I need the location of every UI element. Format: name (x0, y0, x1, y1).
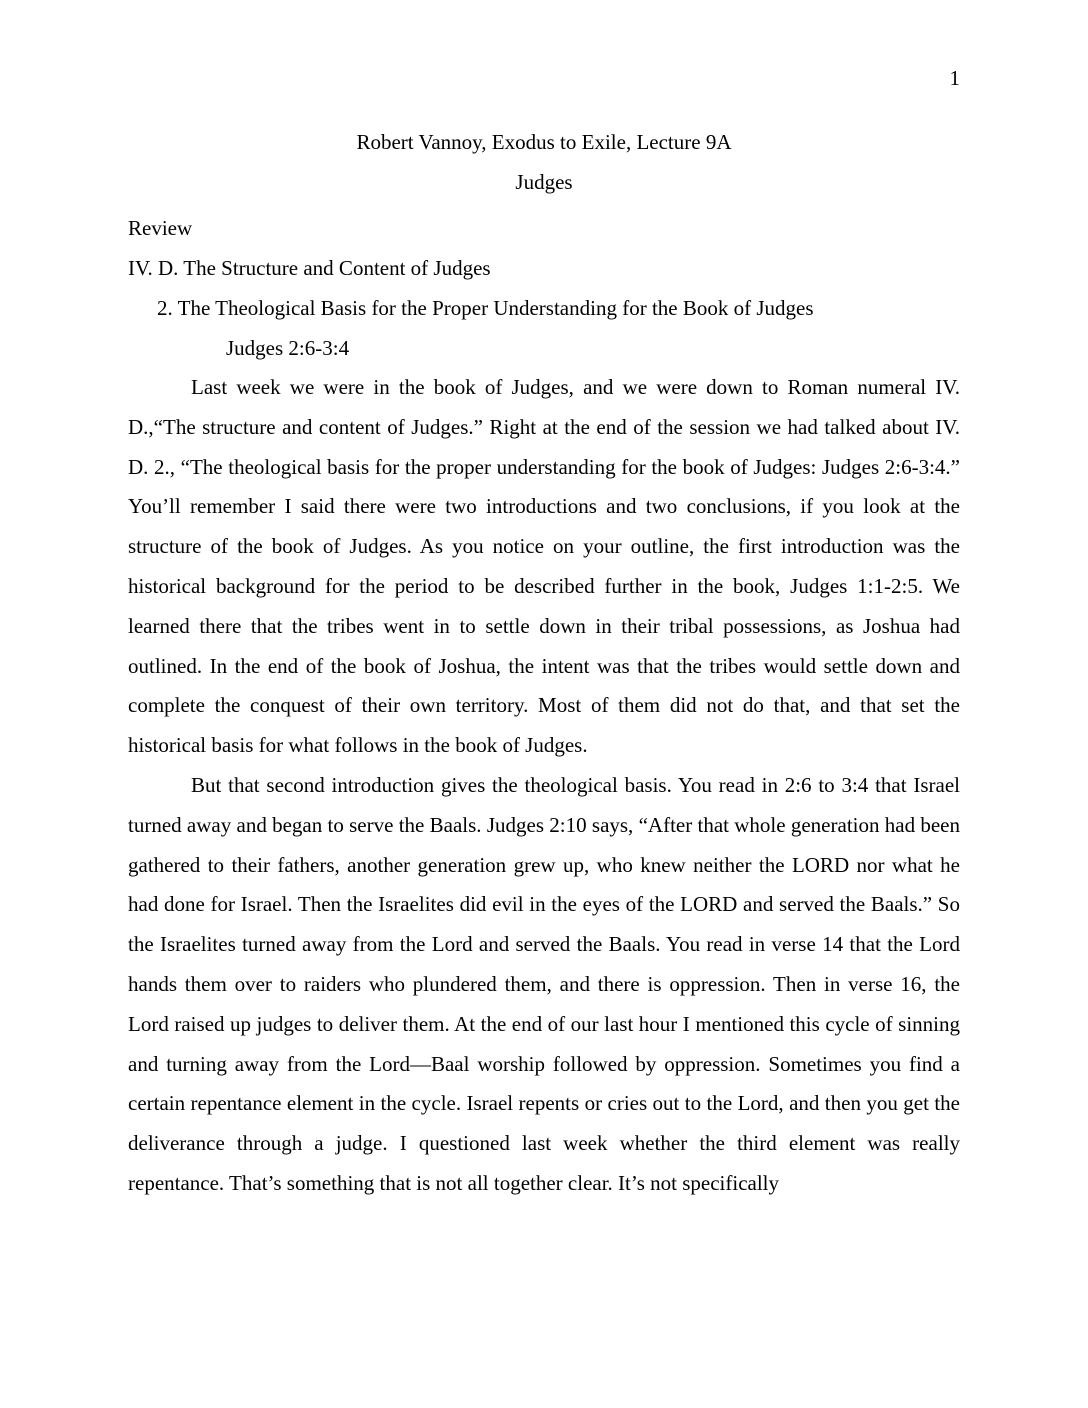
page-number: 1 (949, 66, 960, 90)
lecture-title: Robert Vannoy, Exodus to Exile, Lecture 9A (356, 130, 732, 154)
outline-scripture-reference: Judges 2:6-3:4 (226, 336, 350, 360)
outline (128, 208, 960, 368)
body-text (128, 368, 960, 1204)
outline-review-heading: Review (128, 216, 193, 240)
book-title: Judges (515, 170, 573, 194)
outline-subsection-heading: 2. The Theological Basis for the Proper Understanding for the Book of Judges (157, 296, 814, 320)
paragraph-1: Last week we were in the book of Judges, and we were down to Roman numeral IV. D.,“The structure and content of Judges.” Right at the end of the session we had talked about IV. D. 2., “The theological basis for the proper understanding for the book of Judges: Judges 2:6-3:4.” You’ll remember I said there were two introductions and two conclusions, if you look at the structure of the book of Judges. As you notice on your outline, the first introduction was the historical background for the period to be described further in the book, Judges 1:1-2:5. We learned there that the tribes went in to settle down in their tribal possessions, as Joshua had outlined. In the end of the book of Joshua, the intent was that the tribes would settle down and complete the conquest of their own territory. Most of them did not do that, and that set the historical basis for what follows in the book of Judges. (128, 375, 960, 758)
paragraph-2: But that second introduction gives the theological basis. You read in 2:6 to 3:4 that Israel turned away and began to serve the Baals. Judges 2:10 says, “After that whole generation had been gathered to their fathers, another generation grew up, who knew neither the LORD nor what he had done for Israel. Then the Israelites did evil in the eyes of the LORD and served the Baals.” So the Israelites turned away from the Lord and served the Baals. You read in verse 14 that the Lord hands them over to raiders who plundered them, and there is oppression. Then in verse 16, the Lord raised up judges to deliver them. At the end of our last hour I mentioned this cycle of sinning and turning away from the Lord—Baal worship followed by oppression. Sometimes you find a certain repentance element in the cycle. Israel repents or cries out to the Lord, and then you get the deliverance through a judge. I questioned last week whether the third element was really repentance. That’s something that is not all together clear. It’s not specifically (128, 772, 960, 1195)
title-block (128, 122, 960, 202)
outline-section-heading: IV. D. The Structure and Content of Judges (128, 256, 491, 280)
